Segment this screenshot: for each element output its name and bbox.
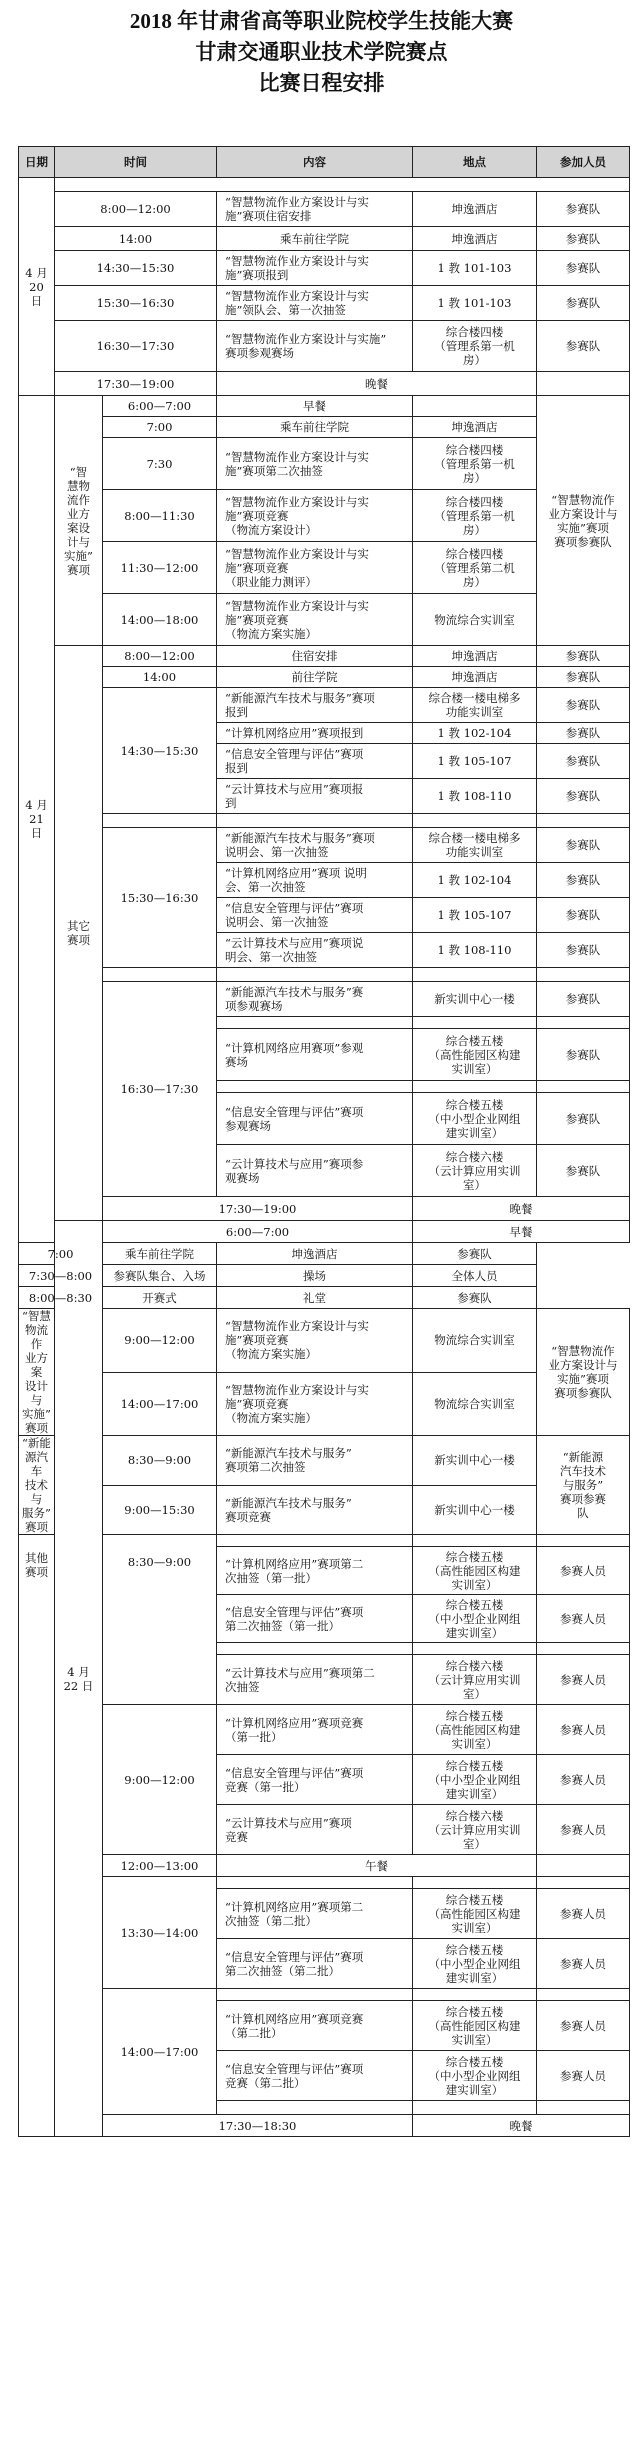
participants-logistics: “智慧物流作 业方案设计与 实施”赛项 赛项参赛队 bbox=[537, 1309, 630, 1436]
table-row: “新能 源汽车 技术与 服务” 赛项 8:30—9:00 “新能源汽车技术与服务” 赛项第二次抽签 新实训中心一楼 “新能源 汽车技术 与服务” 赛项参赛 队 bbox=[19, 1436, 630, 1486]
header-row bbox=[19, 147, 630, 178]
table-row: “云计算技术与应用”赛项参 观赛场 综合楼六楼 （云计算应用实训 室） 参赛队 bbox=[19, 1145, 630, 1197]
table-row: 14:00—17:00 “智慧物流作业方案设计与实 施”赛项竞赛 （物流方案实施） 物流综合实训室 bbox=[19, 1372, 630, 1436]
table-row: 14:30—15:30 “智慧物流作业方案设计与实 施”赛项报到 1 教 101-103 参赛队 bbox=[19, 251, 630, 286]
table-row: 14:00 前往学院 坤逸酒店 参赛队 bbox=[19, 667, 630, 688]
table-row: “云计算技术与应用”赛项第二 次抽签 综合楼六楼 （云计算应用实训 室） 参赛人员 bbox=[19, 1655, 630, 1705]
group-other: 其他 赛项 bbox=[19, 1535, 55, 2137]
page-titles bbox=[0, 0, 643, 99]
table-row: “计算机网络应用”赛项报到 1 教 102-104 参赛队 bbox=[19, 723, 630, 744]
table-row: 14:30—15:30 “新能源汽车技术与服务”赛项 报到 综合楼一楼电梯多 功能实训室 参赛队 bbox=[19, 688, 630, 723]
date-cell-apr22: 4 月 22 日 bbox=[55, 1221, 103, 2137]
table-row: 8:00—12:00 “智慧物流作业方案设计与实 施”赛项住宿安排 坤逸酒店 参赛队 bbox=[19, 192, 630, 227]
header-participants: 参加人员 bbox=[537, 147, 630, 178]
table-row: “信息安全管理与评估”赛项 参观赛场 综合楼五楼 （中小型企业网组 建实训室） 参赛队 bbox=[19, 1093, 630, 1145]
schedule-title: 比赛日程安排 bbox=[258, 71, 385, 95]
table-row: 12:00—13:00 午餐 bbox=[19, 1855, 630, 1877]
table-row: 17:30—19:00 晚餐 bbox=[19, 1197, 630, 1221]
table-row: “云计算技术与应用”赛项报 到 1 教 108-110 参赛队 bbox=[19, 779, 630, 814]
table-row: 13:30—14:00 bbox=[19, 1877, 630, 1889]
group-logistics: “智 慧物 流作 业方 案设 计与 实施” 赛项 bbox=[55, 396, 103, 646]
date-cell-apr20: 4 月 20 日 bbox=[19, 178, 55, 396]
table-row: 9:00—15:30 “新能源汽车技术与服务” 赛项竞赛 新实训中心一楼 bbox=[19, 1485, 630, 1535]
table-row: “计算机网络应用赛项”参观 赛场 综合楼五楼 （高性能园区构建 实训室） 参赛队 bbox=[19, 1029, 630, 1081]
header-place: 地点 bbox=[413, 147, 537, 178]
table-row: “信息安全管理与评估”赛项 竞赛（第二批） 综合楼五楼 （中小型企业网组 建实训室） 参赛人员 bbox=[19, 2051, 630, 2101]
sub-title: 甘肃交通职业技术学院赛点 bbox=[195, 40, 448, 64]
table-row bbox=[19, 178, 630, 192]
table-row: 15:30—16:30 “智慧物流作业方案设计与实 施”领队会、第一次抽签 1 教 101-103 参赛队 bbox=[19, 286, 630, 321]
blank-row bbox=[55, 178, 630, 192]
table-row bbox=[19, 968, 630, 982]
table-row bbox=[19, 814, 630, 828]
date-cell-apr21: 4 月 21 日 bbox=[19, 396, 55, 1243]
table-row: 16:30—17:30 “智慧物流作业方案设计与实施” 赛项参观赛场 综合楼四楼 （管理系第一机 房） 参赛队 bbox=[19, 321, 630, 372]
participants-nev: “新能源 汽车技术 与服务” 赛项参赛 队 bbox=[537, 1436, 630, 1535]
table-row: “计算机网络应用”赛项第二 次抽签（第一批） 综合楼五楼 （高性能园区构建 实训室） 参赛人员 bbox=[19, 1547, 630, 1595]
table-row: 8:00—11:30 “智慧物流作业方案设计与实 施”赛项竞赛 （物流方案设计） 综合楼四楼 （管理系第一机 房） bbox=[19, 490, 630, 542]
table-row: “智慧 物流作 业方案 设计与 实施” 赛项 9:00—12:00 “智慧物流作业方案设计与实 施”赛项竞赛 （物流方案实施） 物流综合实训室 “智慧物流作 业方案设计与 实施”赛项 赛项参赛队 bbox=[19, 1309, 630, 1373]
table-row: “信息安全管理与评估”赛项 报到 1 教 105-107 参赛队 bbox=[19, 744, 630, 779]
main-title: 2018 年甘肃省高等职业院校学生技能大赛 bbox=[129, 9, 514, 33]
table-row: 14:00—17:00 bbox=[19, 1989, 630, 2001]
table-row: “计算机网络应用”赛项 说明 会、第一次抽签 1 教 102-104 参赛队 bbox=[19, 863, 630, 898]
table-row: 4 月 22 日 6:00—7:00 早餐 bbox=[19, 1221, 630, 1243]
table-row: “信息安全管理与评估”赛项 竞赛（第一批） 综合楼五楼 （中小型企业网组 建实训室） 参赛人员 bbox=[19, 1755, 630, 1805]
header-content: 内容 bbox=[217, 147, 413, 178]
table-row: 7:00 乘车前往学院 坤逸酒店 bbox=[19, 417, 630, 438]
header-date: 日期 bbox=[19, 147, 55, 178]
table-row: 15:30—16:30 “新能源汽车技术与服务”赛项 说明会、第一次抽签 综合楼一楼电梯多 功能实训室 参赛队 bbox=[19, 828, 630, 863]
table-row: 9:00—12:00 “计算机网络应用”赛项竞赛 （第一批） 综合楼五楼 （高性能园区构建 实训室） 参赛人员 bbox=[19, 1705, 630, 1755]
table-row: 14:00 乘车前往学院 坤逸酒店 参赛队 bbox=[19, 227, 630, 251]
table-row: “信息安全管理与评估”赛项 第二次抽签（第一批） 综合楼五楼 （中小型企业网组 建实训室） 参赛人员 bbox=[19, 1595, 630, 1643]
table-row: 11:30—12:00 “智慧物流作业方案设计与实 施”赛项竞赛 （职业能力测评） 综合楼四楼 （管理系第二机 房） bbox=[19, 542, 630, 594]
table-row: 7:30 “智慧物流作业方案设计与实 施”赛项第二次抽签 综合楼四楼 （管理系第一机 房） bbox=[19, 438, 630, 490]
table-row: 7:30—8:00 参赛队集合、入场 操场 全体人员 bbox=[19, 1265, 630, 1287]
table-row: 4 月 21 日 “智 慧物 流作 业方 案设 计与 实施” 赛项 6:00—7:00 早餐 “智慧物流作 业方案设计与 实施”赛项 赛项参赛队 bbox=[19, 396, 630, 417]
group-logistics: “智慧 物流作 业方案 设计与 实施” 赛项 bbox=[19, 1309, 55, 1436]
table-row: 7:00 乘车前往学院 坤逸酒店 参赛队 bbox=[19, 1243, 630, 1265]
schedule-table bbox=[18, 146, 630, 2137]
group-nev: “新能 源汽车 技术与 服务” 赛项 bbox=[19, 1436, 55, 1535]
participants-logistics: “智慧物流作 业方案设计与 实施”赛项 赛项参赛队 bbox=[537, 396, 630, 646]
table-row: 16:30—17:30 “新能源汽车技术与服务”赛 项参观赛场 新实训中心一楼 参赛队 bbox=[19, 982, 630, 1017]
table-row: “计算机网络应用”赛项第二 次抽签（第二批） 综合楼五楼 （高性能园区构建 实训室） 参赛人员 bbox=[19, 1889, 630, 1939]
table-row: 其它 赛项 8:00—12:00 住宿安排 坤逸酒店 参赛队 bbox=[19, 646, 630, 667]
table-row: 其他 赛项 8:30—9:00 bbox=[19, 1535, 630, 1547]
table-row: “信息安全管理与评估”赛项 说明会、第一次抽签 1 教 105-107 参赛队 bbox=[19, 898, 630, 933]
table-row: “信息安全管理与评估”赛项 第二次抽签（第二批） 综合楼五楼 （中小型企业网组 建实训室） 参赛人员 bbox=[19, 1939, 630, 1989]
group-other: 其它 赛项 bbox=[55, 646, 103, 1221]
table-row: “云计算技术与应用”赛项说 明会、第一次抽签 1 教 108-110 参赛队 bbox=[19, 933, 630, 968]
table-row: 17:30—18:30 晚餐 bbox=[19, 2115, 630, 2137]
table-row: 8:00—8:30 开赛式 礼堂 参赛队 bbox=[19, 1287, 630, 1309]
table-row: “云计算技术与应用”赛项 竞赛 综合楼六楼 （云计算应用实训 室） 参赛人员 bbox=[19, 1805, 630, 1855]
table-row: “计算机网络应用”赛项竞赛 （第二批） 综合楼五楼 （高性能园区构建 实训室） 参赛人员 bbox=[19, 2001, 630, 2051]
header-time: 时间 bbox=[55, 147, 217, 178]
table-row: 17:30—19:00 晚餐 bbox=[19, 372, 630, 396]
table-row: 14:00—18:00 “智慧物流作业方案设计与实 施”赛项竞赛 （物流方案实施） 物流综合实训室 bbox=[19, 594, 630, 646]
